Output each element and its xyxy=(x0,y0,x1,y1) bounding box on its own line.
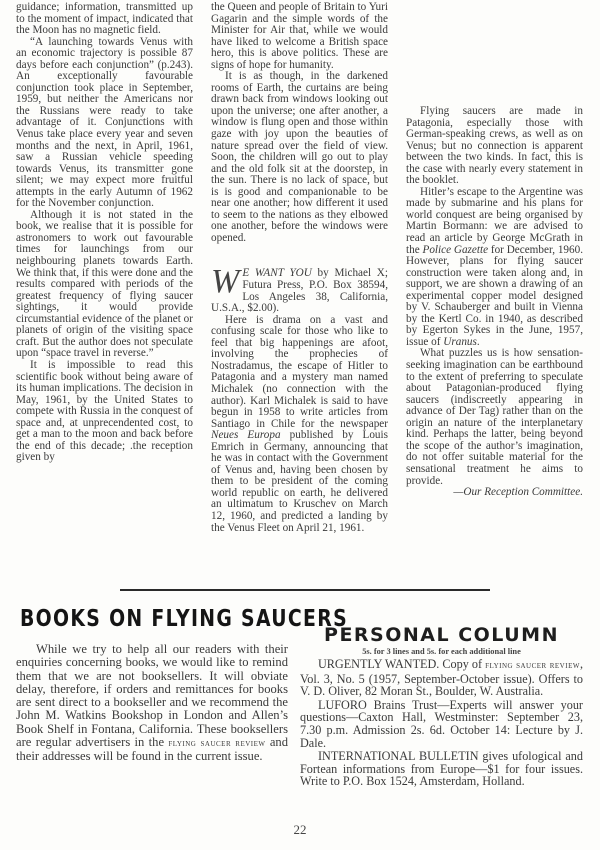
classified-ad xyxy=(300,699,583,749)
paragraph xyxy=(211,315,388,534)
paragraph: guidance; information, transmitted up to the moment of impact, indicated that the Moon has no magnetic field. xyxy=(16,1,193,37)
paragraph: It is as though, in the darkened rooms of Earth, the curtains are being drawn back from windows looking out upon the universe; one after another, a window is flung open and those within gaze with joy upon the beauties of nature spread over the field of view. Soon, the children will go out to play and the old folk sit at the doorstep, in the sun. There is no lack of space, but is is good and companionable to be near one another; how different it used to seem to the nations as they elbowed one another, before the windows were opened. xyxy=(211,70,388,244)
personal-column-heading: PERSONAL COLUMN xyxy=(324,624,559,646)
book-title: E WANT YOU xyxy=(242,267,312,280)
ad-rate: 5s. for 3 lines and 5s. for each additional line xyxy=(362,647,521,656)
classified-ad xyxy=(300,750,583,788)
book-citation: by Michael X; Futura Press, P.O. Box 38594, Los Angeles 38, California, U.S.A., $2.00). xyxy=(211,267,388,315)
text: While we try to help all our readers with their enquiries concerning books, we would like to remind them that we are not booksellers. It will obviate delay, therefore, if orders and remittances for books are sent direct to a bookseller and we recommend the John M. Watkins Bookshop in London and Allen’s Book Shelf in Fontana, California. These booksellers are regular advertisers in the xyxy=(16,642,288,750)
article-column-2 xyxy=(211,2,388,534)
text: , Vol. 3, No. 5 (1957, September-October issue). Offers to V. D. Oliver, 82 Moran St., Boulder, W. Australia. xyxy=(300,657,583,699)
book-review-heading xyxy=(211,263,388,315)
drop-cap: W xyxy=(211,263,240,301)
classified-ad xyxy=(300,658,583,698)
publication-title: Police Gazette xyxy=(422,243,489,256)
text: LUFORO Brains Trust—Experts will answer your questions—Caxton Hall, Westminster: September 23, 7.30 p.m. Admission 2s. 6d. October 14: Lecture by J. Dale. xyxy=(300,697,583,750)
paragraph: Flying saucers are made in Patagonia, especially those with German-speaking crews, as well as on Venus; but no connection is apparent between the two kinds. In fact, this is the case with nearly every statement in the booklet. xyxy=(406,105,583,187)
article-column-3 xyxy=(406,2,583,499)
text: Here is drama on a vast and confusing scale for those who like to feel that big happenings are afoot, involving the prophecies of Nostradamus, the escape of Hitler to Patagonia and a mystery man named Michalek (no connection with the author). Karl Michalek is said to have begun in 1958 to write articles from Santiago in Chile for the newspaper xyxy=(211,313,388,430)
text: Hitler’s escape to the Argentine was made by submarine and his plans for world conquest are being organised by Martin Bormann: we are advised to read an article by George McGrath in the xyxy=(406,185,583,256)
text: and their addresses will be found in the current issue. xyxy=(16,735,288,764)
personal-column xyxy=(300,624,583,789)
paragraph xyxy=(16,643,288,764)
paragraph: Although it is not stated in the book, we realise that it is possible for astronomers to work out favourable times for launchings from our neighbouring planets towards Earth. We think that, if this were done and the results compared with periods of the greatest frequency of flying saucer sightings, it would provide circumstantial evidence of the planet or planets of origin of the visiting space craft. But the author does not speculate upon “space travel in reverse.” xyxy=(16,208,193,360)
paragraph xyxy=(406,187,583,349)
page-number: 22 xyxy=(293,822,307,837)
magazine-name: flying saucer review xyxy=(485,660,580,671)
text: . xyxy=(476,335,480,348)
paragraph: the Queen and people of Britain to Yuri Gagarin and the simple words of the Minister for Air that, while we would have liked to welcome a British space hero, this is above politics. These are signs of hope for humanity. xyxy=(211,1,388,71)
text: URGENTLY WANTED. Copy of xyxy=(318,657,486,671)
section-divider xyxy=(120,589,490,591)
newspaper-title: Neues Europa xyxy=(211,429,281,442)
text: for December, 1960. However, plans for flying saucer construction were taken along and, in support, we are shown a drawing of an experimental copper model designed by V. Schauberger and built in Vienna by the Kertl Co. in 1940, as described by Egerton Sykes in the June, 1957, issue of xyxy=(406,243,584,348)
paragraph: It is impossible to read this scientific book without being aware of its human implications. The decision in May, 1961, by the United States to compete with Russia in the conquest of space and, at unprecendented cost, to get a man to the moon and back before the end of this decade; .the reception given by xyxy=(16,358,193,464)
books-heading: BOOKS ON FLYING SAUCERS xyxy=(20,606,348,632)
text: INTERNATIONAL BULLETIN gives ufological and Fortean informations from Europe—$1 for four issues. Write to P.O. Box 1524, Amsterdam, Holland. xyxy=(300,749,583,789)
text: published by Louis Emrich in Germany, announcing that he was in contact with the Government of Venus and, having been chosen by them to be president of the coming world republic on earth, he delivered an ultimatum to Kruschev on March 12, 1960, and predicted a landing by the Venus Fleet on April 21, 1961. xyxy=(211,429,388,534)
signature: —Our Reception Committee. xyxy=(453,486,583,499)
paragraph: “A launching towards Venus with an economic trajectory is possible 87 days before each conjunction” (p.243). An exceptionally favourable conjunction took place in September, 1959, but neither the Americans nor the Russians were ready to take advantage of it. Conjunctions with Venus take place every year and seven months and the next, in April, 1961, saw a Russian vehicle speeding towards Venus, its transmitter gone silent; we may expect more fruitful attempts in the early Autumn of 1962 for the November conjunction. xyxy=(16,35,193,210)
magazine-name: flying saucer review xyxy=(168,738,266,750)
magazine-title: Uranus xyxy=(443,335,477,348)
classified-ads xyxy=(300,658,583,788)
article-column-1 xyxy=(16,2,193,464)
books-notice xyxy=(16,643,288,764)
paragraph: What puzzles us is how sensation-seeking imagination can be earthbound to the extent of preferring to speculate about Patagonian-produced flying saucers (indiscreetly appearing in advance of Der Tag) rather than on the origin an nature of the interplanetary kind. Perhaps the latter, being beyond the scope of the author’s imagination, do not offer suitable material for the sensational treatment he aims to provide. xyxy=(406,347,583,487)
